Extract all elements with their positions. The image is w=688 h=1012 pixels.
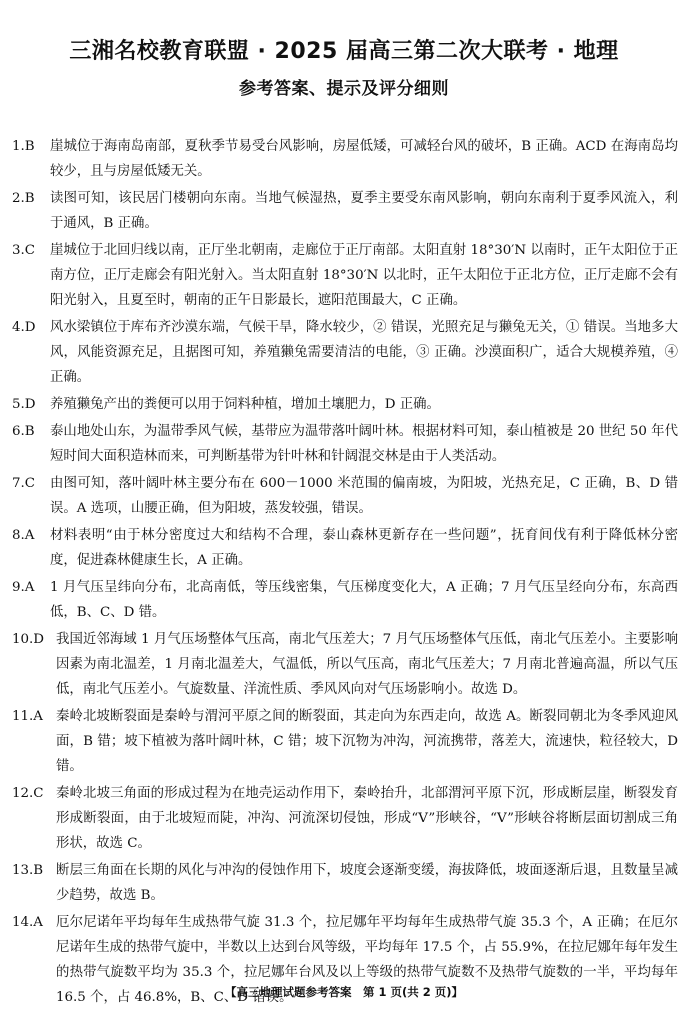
answer-item (12, 781, 678, 856)
answer-item (12, 186, 678, 236)
answer-number: 14.A (12, 915, 43, 930)
answer-number: 9.A (12, 580, 35, 595)
answer-list (12, 134, 678, 1012)
answer-explanation: 秦岭北坡三角面的形成过程为在地壳运动作用下，秦岭抬升，北部渭河平原下沉，形成断层崖，断裂发育形成断裂面，由于北坡短而陡，冲沟、河流深切侵蚀，形成“V”形峡谷，“V”形峡谷将断层面切割成三角形状，故选 C。 (56, 786, 678, 851)
answer-explanation: 我国近邻海域 1 月气压场整体气压高，南北气压差大；7 月气压场整体气压低，南北气压差小。主要影响因素为南北温差，1 月南北温差大，气温低，所以气压高，南北气压差大；7 月南北普遍高温，所以气压低，南北气压差小。气旋数量、洋流性质、季风风向对气压场影响小。故选 D。 (56, 632, 678, 697)
answer-item (12, 627, 678, 702)
answer-explanation: 崖城位于北回归线以南，正厅坐北朝南，走廊位于正厅南部。太阳直射 18°30′N 以南时，正午太阳位于正南方位，正厅走廊会有阳光射入。当太阳直射 18°30′N 以北时，正午太阳位于正北方位，正厅走廊不会有阳光射入，且夏至时，朝南的正午日影最长，遮阳范围最大，C 正确。 (50, 243, 678, 308)
answer-item (12, 575, 678, 625)
answer-item (12, 238, 678, 313)
answer-item (12, 471, 678, 521)
answer-number: 3.C (12, 243, 36, 258)
answer-number: 12.C (12, 786, 44, 801)
answer-item (12, 315, 678, 390)
document-subtitle: 参考答案、提示及评分细则 (239, 79, 449, 99)
answer-number: 10.D (12, 632, 45, 647)
answer-item (12, 134, 678, 184)
answer-number: 7.C (12, 476, 36, 491)
answer-number: 4.D (12, 320, 36, 335)
answer-explanation: 材料表明“由于林分密度过大和结构不合理，泰山森林更新存在一些问题”，抚育间伐有利于降低林分密度，促进森林健康生长，A 正确。 (50, 528, 678, 568)
document-title: 三湘名校教育联盟 · 2025 届高三第二次大联考 · 地理 (69, 39, 619, 64)
answer-item (12, 858, 678, 908)
answer-explanation: 风水梁镇位于库布齐沙漠东端，气候干旱，降水较少，② 错误，光照充足与獭兔无关，① 错误。当地多大风，风能资源充足，且据图可知，养殖獭兔需要清洁的电能，③ 正确。沙漠面积广，适合大规模养殖，④ 正确。 (50, 320, 678, 385)
answer-explanation: 养殖獭兔产出的粪便可以用于饲料种植，增加土壤肥力，D 正确。 (50, 397, 440, 412)
answer-item (12, 419, 678, 469)
page-footer: 【高三地理试题参考答案 第 1 页(共 2 页)】 (224, 985, 464, 999)
answer-explanation: 秦岭北坡断裂面是秦岭与渭河平原之间的断裂面，其走向为东西走向，故选 A。断裂同朝北为冬季风迎风面，B 错；坡下植被为落叶阔叶林，C 错；坡下沉物为冲沟，河流携带，落差大，流速快，粒径较大，D 错。 (56, 709, 678, 774)
answer-explanation: 崖城位于海南岛南部，夏秋季节易受台风影响，房屋低矮，可减轻台风的破坏，B 正确。ACD 在海南岛均较少，且与房屋低矮无关。 (50, 139, 678, 179)
answer-explanation: 由图可知，落叶阔叶林主要分布在 600－1000 米范围的偏南坡，为阳坡，光热充足，C 正确，B、D 错误。A 选项，山腰正确，但为阳坡，蒸发较强，错误。 (50, 476, 678, 516)
answer-item (12, 392, 678, 417)
answer-explanation: 1 月气压呈纬向分布，北高南低，等压线密集，气压梯度变化大，A 正确；7 月气压呈经向分布，东高西低，B、C、D 错。 (50, 580, 678, 620)
answer-number: 8.A (12, 528, 35, 543)
answer-explanation: 读图可知，该民居门楼朝向东南。当地气候湿热，夏季主要受东南风影响，朝向东南利于夏季风流入，利于通风，B 正确。 (50, 191, 678, 231)
answer-explanation: 断层三角面在长期的风化与冲沟的侵蚀作用下，坡度会逐渐变缓，海拔降低，坡面逐渐后退，且数量呈减少趋势，故选 B。 (56, 863, 678, 903)
answer-item (12, 704, 678, 779)
answer-number: 11.A (12, 709, 43, 724)
answer-number: 1.B (12, 139, 35, 154)
answer-number: 13.B (12, 863, 44, 878)
answer-number: 6.B (12, 424, 35, 439)
answer-explanation: 厄尔尼诺年平均每年生成热带气旋 31.3 个，拉尼娜年平均每年生成热带气旋 35.3 个，A 正确；在厄尔尼诺年生成的热带气旋中，半数以上达到台风等级，平均每年 17.5 个，占 55.9%，在拉尼娜年每年发生的热带气旋数平均为 35.3 个，拉尼娜年台风及以上等级的热带气旋数不及热带气旋数的一半，平均每年 16.5 个，占 46.8%，B、C、D 错误。 (56, 915, 678, 1005)
answer-item (12, 523, 678, 573)
answer-number: 5.D (12, 397, 36, 412)
answer-number: 2.B (12, 191, 35, 206)
answer-explanation: 泰山地处山东，为温带季风气候，基带应为温带落叶阔叶林。根据材料可知，泰山植被是 20 世纪 50 年代短时间大面积造林而来，可判断基带为针叶林和针阔混交林是由于人类活动。 (50, 424, 678, 464)
